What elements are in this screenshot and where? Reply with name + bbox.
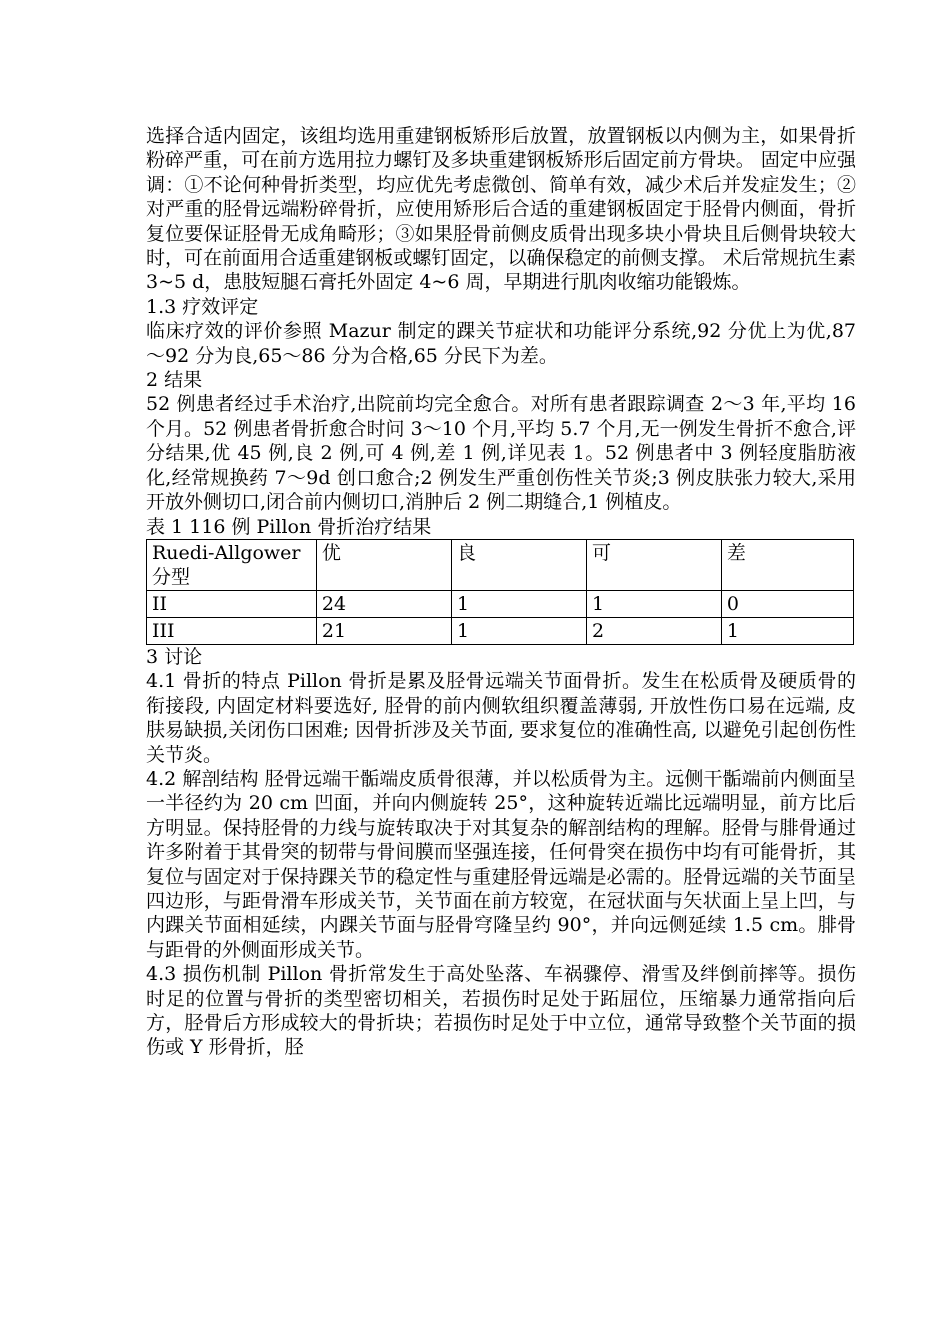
table-row — [147, 617, 854, 644]
table-cell: 1 — [586, 590, 721, 617]
table-header-cell: 可 — [586, 539, 721, 590]
table-header-row — [147, 539, 854, 590]
table-header-cell: 差 — [721, 539, 853, 590]
paragraph-results: 52 例患者经过手术治疗,出院前均完全愈合。对所有患者跟踪调查 2～3 年,平均 16 个月。52 例患者骨折愈合时问 3～10 个月,平均 5.7 个月,无一例发生骨折不愈合,评分结果,优 45 例,良 2 例,可 4 例,差 1 例,详见表 1。52 例患者中 3 例轻度脂肪液化,经常规换药 7～9d 创口愈合;2 例发生严重创伤性关节炎;3 例皮肤张力较大,采用开放外侧切口,闭合前内侧切口,消肿后 2 例二期缝合,1 例植皮。 — [146, 393, 856, 514]
table-cell: 21 — [316, 617, 451, 644]
table-cell: 0 — [721, 590, 853, 617]
paragraph-evaluation: 临床疗效的评价参照 Mazur 制定的踝关节症状和功能评分系统,92 分优上为优,87～92 分为良,65～86 分为合格,65 分民下为差。 — [146, 320, 856, 367]
table-caption: 表 1 116 例 Pillon 骨折治疗结果 — [146, 515, 432, 538]
heading-2: 2 结果 — [146, 369, 203, 392]
table-cell: 1 — [452, 590, 587, 617]
table-cell: 1 — [452, 617, 587, 644]
results-table — [146, 539, 854, 645]
table-header-cell: Ruedi-Allgower 分型 — [147, 539, 317, 590]
table-row — [147, 590, 854, 617]
document-page — [146, 124, 856, 1060]
paragraph-4-1: 4.1 骨折的特点 Pillon 骨折是累及胫骨远端关节面骨折。发生在松质骨及硬质骨的衔接段, 内固定材料要选好, 胫骨的前内侧软组织覆盖薄弱, 开放性伤口易在远端, 皮肤易缺损,关闭伤口困难; 因骨折涉及关节面, 要求复位的准确性高, 以避免引起创伤性关节炎。 — [146, 670, 856, 766]
table-cell: III — [147, 617, 317, 644]
table-cell: 24 — [316, 590, 451, 617]
table-cell: 2 — [586, 617, 721, 644]
table-header-cell: 优 — [316, 539, 451, 590]
table-header-cell: 良 — [452, 539, 587, 590]
heading-3: 3 讨论 — [146, 645, 203, 668]
table-cell: II — [147, 590, 317, 617]
table-cell: 1 — [721, 617, 853, 644]
heading-1-3: 1.3 疗效评定 — [146, 295, 259, 318]
paragraph-4-2: 4.2 解剖结构 胫骨远端干骺端皮质骨很薄，并以松质骨为主。远侧干骺端前内侧面呈一半径约为 20 cm 凹面，并向内侧旋转 25°，这种旋转近端比远端明显，前方比后方明显。保持胫骨的力线与旋转取决于对其复杂的解剖结构的理解。胫骨与腓骨通过许多附着于其骨突的韧带与骨间膜而坚强连接，任何骨突在损伤中均有可能骨折，其复位与固定对于保持踝关节的稳定性与重建胫骨远端是必需的。胫骨远端的关节面呈四边形，与距骨滑车形成关节，关节面在前方较宽，在冠状面与矢状面上呈上凹，与内踝关节面相延续，内踝关节面与胫骨穹隆呈约 90°，并向远侧延续 1.5 cm。腓骨与距骨的外侧面形成关节。 — [146, 767, 856, 961]
paragraph-4-3: 4.3 损伤机制 Pillon 骨折常发生于高处坠落、车祸骤停、滑雪及绊倒前摔等。损伤时足的位置与骨折的类型密切相关，若损伤时足处于跖屈位，压缩暴力通常指向后方，胫骨后方形成较大的骨折块；若损伤时足处于中立位，通常导致整个关节面的损伤或 Y 形骨折，胫 — [146, 963, 856, 1059]
paragraph-fixation: 选择合适内固定，该组均选用重建钢板矫形后放置，放置钢板以内侧为主，如果骨折粉碎严重，可在前方选用拉力螺钉及多块重建钢板矫形后固定前方骨块。 固定中应强调：①不论何种骨折类型，均应优先考虑微创、简单有效，减少术后并发症发生；②对严重的胫骨远端粉碎骨折，应使用矫形后合适的重建钢板固定于胫骨内侧面，骨折复位要保证胫骨无成角畸形；③如果胫骨前侧皮质骨出现多块小骨块且后侧骨块较大时，可在前面用合适重建钢板或螺钉固定，以确保稳定的前侧支撑。 术后常规抗生素 3~5 d，患肢短腿石膏托外固定 4~6 周，早期进行肌肉收缩功能锻炼。 — [146, 125, 856, 294]
